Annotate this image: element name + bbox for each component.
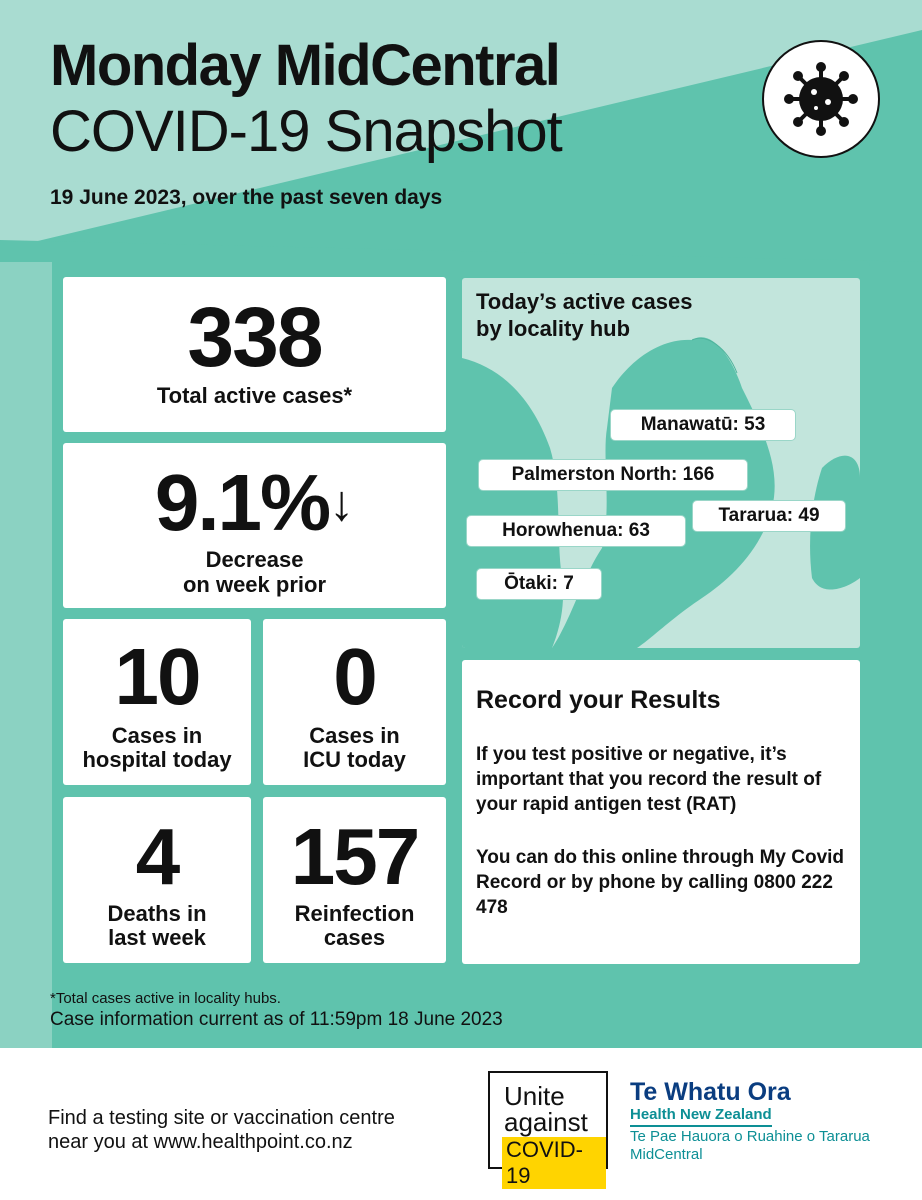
arrow-down-icon: ↓ bbox=[329, 475, 355, 531]
unite-line-2: against bbox=[504, 1107, 588, 1137]
org-name: Te Whatu Ora bbox=[630, 1078, 791, 1106]
deaths-label-1: Deaths in bbox=[107, 901, 207, 926]
unite-against-covid-logo bbox=[488, 1071, 608, 1188]
deaths-card bbox=[63, 797, 251, 963]
weekly-change-label-1: Decrease bbox=[205, 547, 304, 572]
locality-map-card bbox=[462, 278, 860, 648]
record-para-1: If you test positive or negative, it’s important that you record the result of your rapid antigen test (RAT) bbox=[476, 744, 822, 815]
hub-label-otaki: Ōtaki: 7 bbox=[476, 568, 602, 600]
data-currency-note: Case information current as of 11:59pm 18 June 2023 bbox=[50, 1009, 503, 1030]
find-line-1: Find a testing site or vaccination centre bbox=[48, 1107, 395, 1129]
org-region-2: MidCentral bbox=[630, 1146, 703, 1163]
weekly-change-label-2: on week prior bbox=[182, 572, 327, 597]
hub-label-palmerston-north: Palmerston North: 166 bbox=[478, 459, 748, 491]
total-cases-card bbox=[63, 277, 446, 432]
hub-label-manawatu: Manawatū: 53 bbox=[610, 409, 796, 441]
total-cases-value: 338 bbox=[187, 290, 322, 384]
virus-badge bbox=[762, 40, 880, 158]
date-range: 19 June 2023, over the past seven days bbox=[50, 186, 443, 209]
reinfection-label-1: Reinfection bbox=[294, 901, 415, 926]
page-subtitle-title: COVID-19 Snapshot bbox=[50, 99, 562, 164]
page-title: Monday MidCentral bbox=[50, 33, 560, 98]
reinfection-value: 157 bbox=[290, 812, 419, 901]
deaths-label-2: last week bbox=[108, 925, 206, 950]
record-para-2: You can do this online through My Covid Record or by phone by calling 0800 222 478 bbox=[476, 847, 845, 918]
org-subtitle: Health New Zealand bbox=[630, 1106, 772, 1127]
icu-label-2: ICU today bbox=[303, 747, 406, 772]
map-title-1: Today’s active cases bbox=[476, 289, 693, 314]
find-testing-text bbox=[48, 1106, 395, 1154]
find-line-2: near you at www.healthpoint.co.nz bbox=[48, 1131, 353, 1153]
record-heading: Record your Results bbox=[476, 686, 721, 714]
icu-value: 0 bbox=[333, 632, 376, 721]
unite-line-1: Unite bbox=[504, 1081, 565, 1111]
icu-card bbox=[263, 619, 446, 785]
hospital-card bbox=[63, 619, 251, 785]
reinfection-label-2: cases bbox=[323, 925, 386, 950]
weekly-change-row bbox=[63, 458, 446, 547]
hub-label-horowhenua: Horowhenua: 63 bbox=[466, 515, 686, 547]
total-cases-label: Total active cases* bbox=[156, 383, 353, 408]
hospital-label-1: Cases in bbox=[111, 723, 203, 748]
weekly-change-card bbox=[63, 443, 446, 608]
footnote: *Total cases active in locality hubs. bbox=[50, 990, 281, 1007]
hub-label-tararua: Tararua: 49 bbox=[692, 500, 846, 532]
reinfection-card bbox=[263, 797, 446, 963]
virus-icon bbox=[764, 42, 878, 156]
deaths-value: 4 bbox=[135, 812, 179, 901]
hospital-value: 10 bbox=[114, 632, 200, 721]
hospital-label-2: hospital today bbox=[82, 747, 232, 772]
weekly-change-value: 9.1% bbox=[154, 458, 330, 547]
map-title-2: by locality hub bbox=[476, 316, 631, 341]
org-region-1: Te Pae Hauora o Ruahine o Tararua bbox=[630, 1128, 870, 1145]
org-region bbox=[630, 1128, 870, 1164]
record-results-card bbox=[462, 660, 860, 964]
unite-line-3: COVID-19 bbox=[502, 1137, 606, 1189]
icu-label-1: Cases in bbox=[309, 723, 400, 748]
